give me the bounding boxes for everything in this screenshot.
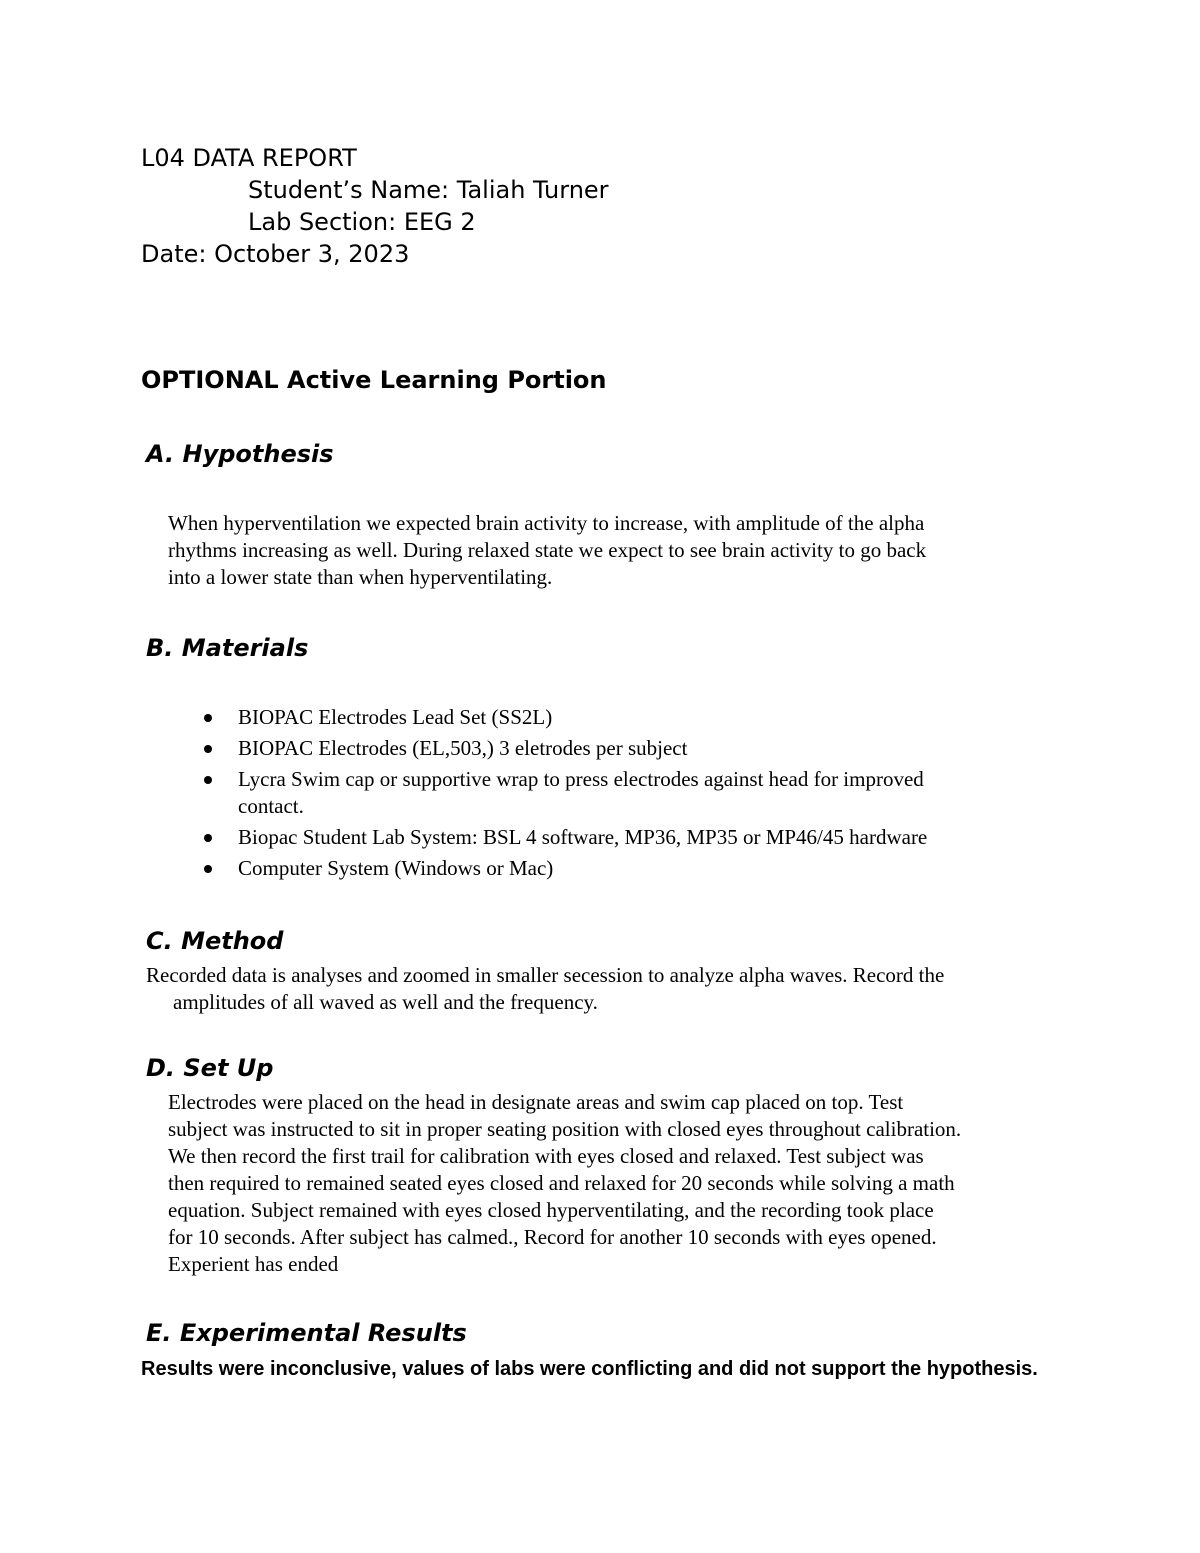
- list-item: Biopac Student Lab System: BSL 4 software, MP36, MP35 or MP46/45 hardware: [204, 824, 927, 851]
- report-date: Date: October 3, 2023: [141, 240, 410, 268]
- materials-heading: B. Materials: [146, 634, 309, 662]
- bullet-icon: [204, 865, 212, 873]
- setup-line: for 10 seconds. After subject has calmed., Record for another 10 seconds with eyes opened.: [168, 1225, 937, 1249]
- materials-list-wrap: [204, 704, 927, 886]
- report-title: L04 DATA REPORT: [141, 144, 357, 172]
- materials-list: [204, 704, 927, 882]
- setup-text: [168, 1089, 961, 1278]
- method-heading: C. Method: [146, 927, 284, 955]
- bullet-icon: [204, 745, 212, 753]
- student-name: Student’s Name: Taliah Turner: [248, 176, 609, 204]
- list-item: BIOPAC Electrodes (EL,503,) 3 eletrodes per subject: [204, 735, 927, 762]
- results-heading: E. Experimental Results: [146, 1319, 467, 1347]
- list-item: Lycra Swim cap or supportive wrap to press electrodes against head for improved: [204, 766, 927, 793]
- setup-line: subject was instructed to sit in proper seating position with closed eyes throughout calibration.: [168, 1117, 962, 1141]
- setup-line: equation. Subject remained with eyes closed hyperventilating, and the recording took place: [168, 1198, 934, 1222]
- setup-line: then required to remained seated eyes closed and relaxed for 20 seconds while solving a math: [168, 1171, 955, 1195]
- setup-line: Experient has ended: [168, 1252, 339, 1276]
- list-item: Computer System (Windows or Mac): [204, 855, 927, 882]
- hypothesis-text: [168, 510, 926, 591]
- method-line: Recorded data is analyses and zoomed in smaller secession to analyze alpha waves. Record the: [146, 963, 945, 987]
- bullet-icon: [204, 714, 212, 722]
- bullet-icon: [204, 776, 212, 784]
- setup-line: Electrodes were placed on the head in designate areas and swim cap placed on top. Test: [168, 1090, 904, 1114]
- hypothesis-line: rhythms increasing as well. During relaxed state we expect to see brain activity to go back: [168, 538, 927, 562]
- lab-section: Lab Section: EEG 2: [248, 208, 476, 236]
- method-line: amplitudes of all waved as well and the frequency.: [173, 990, 598, 1014]
- list-item: BIOPAC Electrodes Lead Set (SS2L): [204, 704, 927, 731]
- setup-line: We then record the first trail for calibration with eyes closed and relaxed. Test subject was: [168, 1144, 924, 1168]
- hypothesis-line: into a lower state than when hyperventilating.: [168, 565, 553, 589]
- bullet-icon: [204, 834, 212, 842]
- hypothesis-heading: A. Hypothesis: [146, 440, 334, 468]
- results-text: Results were inconclusive, values of labs were conflicting and did not support the hypothesis.: [141, 1358, 1038, 1380]
- hypothesis-line: When hyperventilation we expected brain activity to increase, with amplitude of the alpha: [168, 511, 925, 535]
- list-item-continuation: contact.: [238, 794, 304, 818]
- section-title: OPTIONAL Active Learning Portion: [141, 366, 607, 394]
- method-text: [146, 962, 944, 1016]
- setup-heading: D. Set Up: [146, 1054, 274, 1082]
